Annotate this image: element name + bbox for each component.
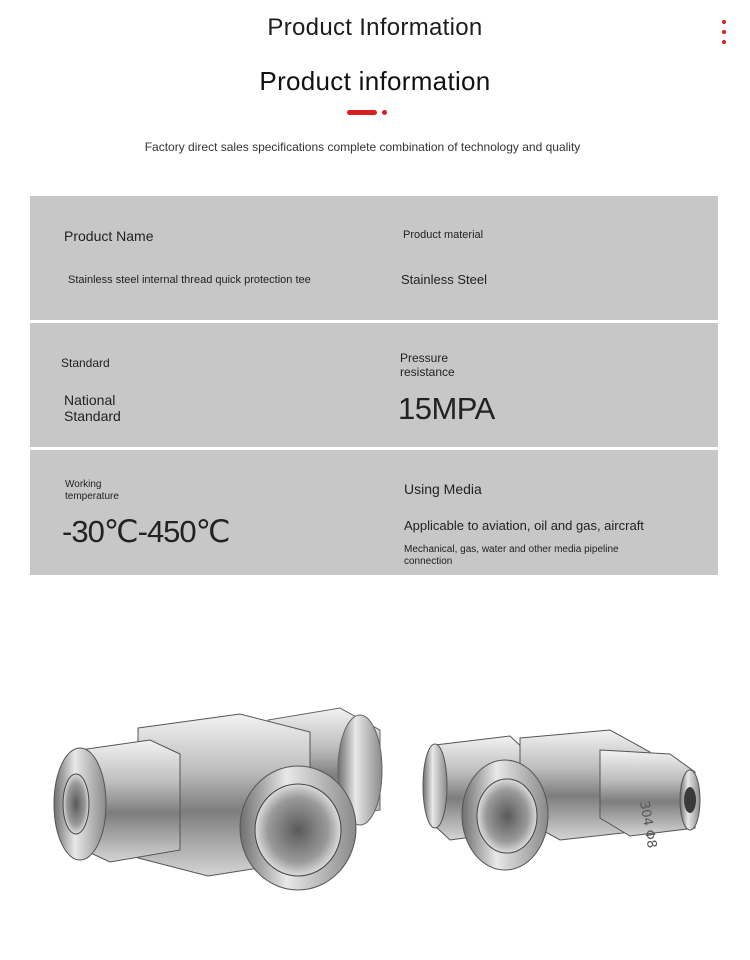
- product-photo-tee-fittings: [40, 690, 720, 910]
- right-tee-fitting: [423, 730, 700, 870]
- temperature-label-line1: Working: [65, 479, 102, 490]
- media-value: Applicable to aviation, oil and gas, aircraft: [404, 518, 644, 533]
- pressure-label-line1: Pressure: [400, 351, 449, 365]
- pressure-label: [400, 351, 455, 379]
- standard-label: Standard: [61, 356, 110, 370]
- standard-value: [64, 392, 121, 424]
- material-value: Stainless Steel: [401, 272, 487, 287]
- standard-value-line1: National: [64, 392, 116, 408]
- section-subtitle: Factory direct sales specifications complete combination of technology and quality: [144, 140, 581, 154]
- product-name-label: Product Name: [64, 228, 154, 244]
- section-title: Product information: [259, 66, 491, 96]
- left-tee-fitting: [54, 708, 382, 890]
- spec-row-product: [30, 196, 718, 320]
- media-note-line1: Mechanical, gas, water and other media pipeline: [404, 544, 619, 555]
- temperature-value: -30℃-450℃: [62, 514, 230, 549]
- media-note: [404, 544, 619, 568]
- page-title: Product Information: [267, 14, 483, 41]
- temperature-label-line2: temperature: [65, 491, 119, 502]
- media-label: Using Media: [404, 481, 482, 497]
- engraving-text: 304 Φ8: [636, 800, 660, 850]
- material-label: Product material: [403, 229, 484, 241]
- spec-row-standard: [30, 323, 718, 447]
- product-name-value: Stainless steel internal thread quick protection tee: [68, 274, 311, 286]
- more-vertical-icon[interactable]: [720, 20, 728, 50]
- standard-value-line2: Standard: [64, 408, 121, 424]
- title-accent-decoration: [347, 110, 391, 115]
- media-note-line2: connection: [404, 556, 453, 567]
- pressure-label-line2: resistance: [400, 365, 455, 379]
- spec-row-temperature-media: [30, 450, 718, 575]
- pressure-value: 15MPA: [398, 391, 495, 426]
- temperature-label: [65, 479, 119, 503]
